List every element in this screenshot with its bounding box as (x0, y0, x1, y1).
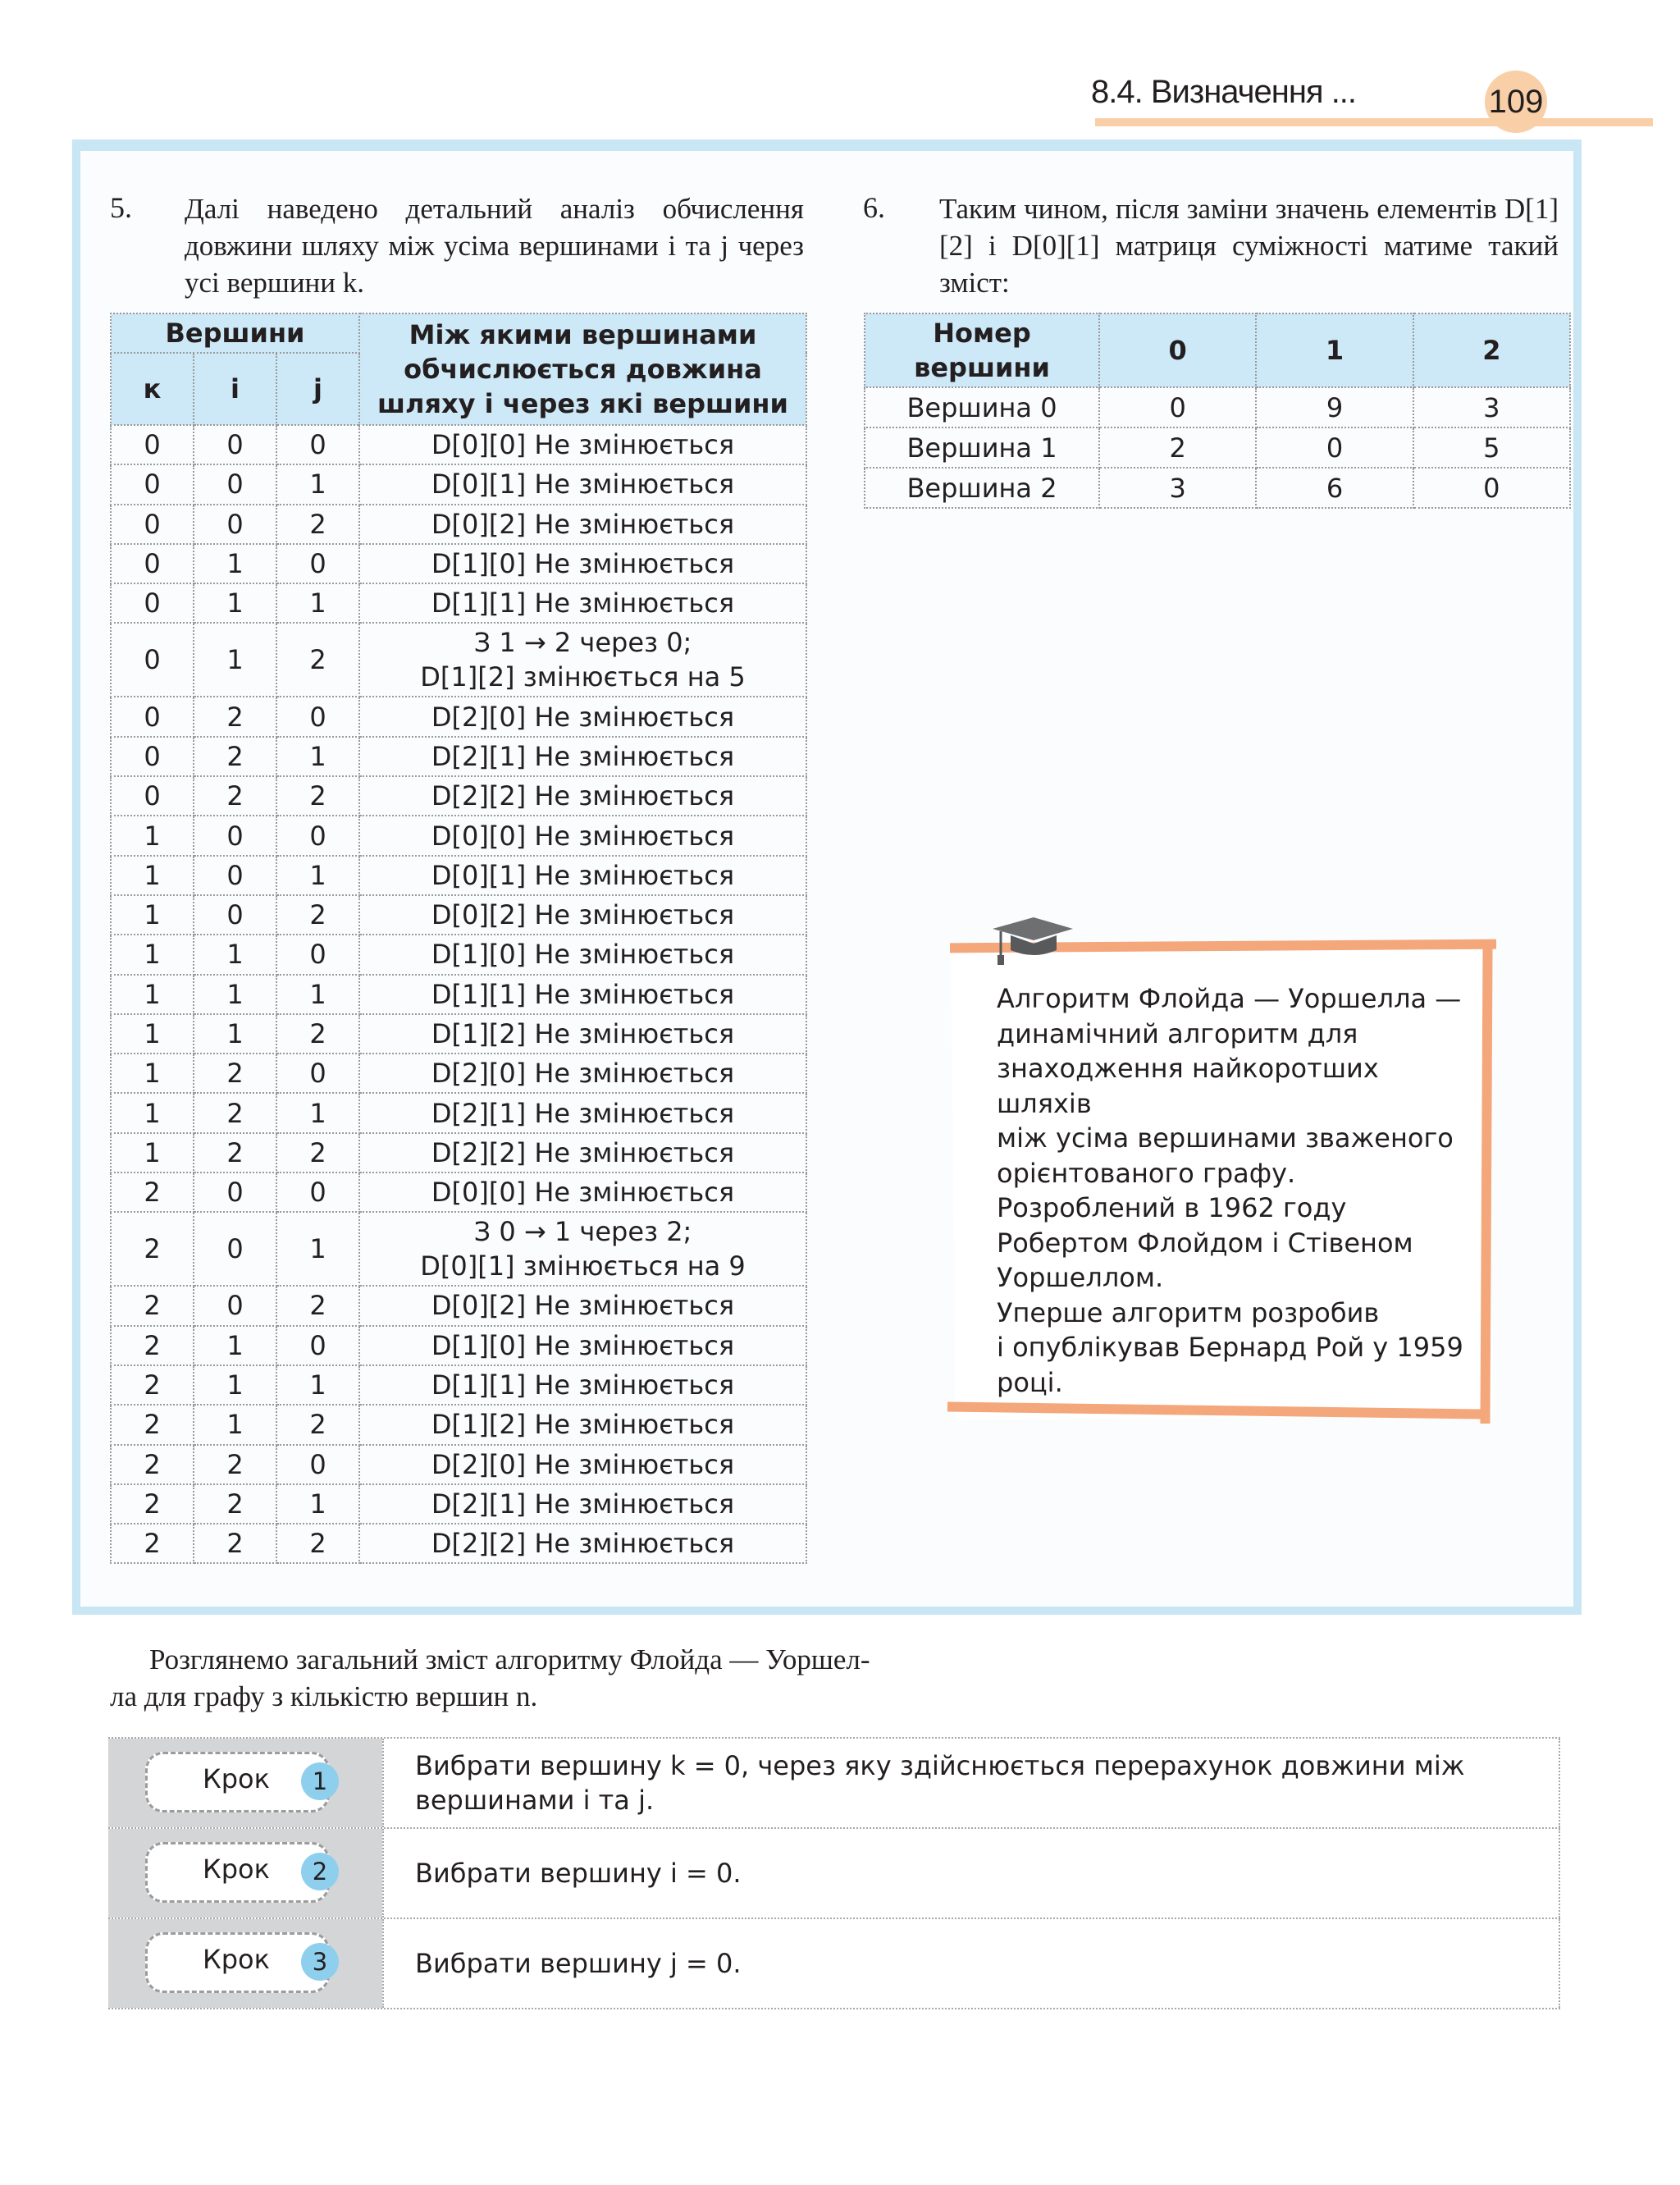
intro-paragraph (110, 1641, 1053, 1715)
j-cell: 1 (276, 1484, 359, 1524)
i-cell: 1 (194, 1326, 276, 1365)
k-cell: 2 (111, 1484, 194, 1524)
table-row (111, 776, 806, 816)
i-cell: 1 (194, 975, 276, 1014)
note-line: і опублікував Бернард Рой у 1959 (997, 1332, 1463, 1363)
k-cell: 2 (111, 1172, 194, 1212)
i-header: і (194, 353, 276, 425)
table-row (111, 1484, 806, 1524)
j-cell: 1 (276, 583, 359, 623)
step-label-cell (108, 1829, 382, 1918)
i-cell: 2 (194, 1524, 276, 1563)
j-cell: 0 (276, 1326, 359, 1365)
description-cell (359, 737, 806, 776)
k-cell: 1 (111, 975, 194, 1014)
table-row (111, 1172, 806, 1212)
k-cell: 0 (111, 425, 194, 464)
task-5-number: 5. (110, 191, 132, 224)
description-cell (359, 1445, 806, 1484)
table-row (111, 1365, 806, 1405)
table-row (111, 1286, 806, 1325)
j-cell: 2 (276, 1014, 359, 1054)
i-cell: 0 (194, 464, 276, 504)
description-cell (359, 816, 806, 855)
step-label: Крок (203, 1763, 270, 1794)
description-line: З 1 → 2 через 0; (473, 627, 692, 659)
k-cell: 2 (111, 1286, 194, 1325)
k-cell: 0 (111, 776, 194, 816)
j-cell: 2 (276, 895, 359, 935)
i-cell: 0 (194, 1212, 276, 1286)
description-line: D[1][2] змінюється на 5 (420, 661, 746, 693)
description-cell (359, 544, 806, 583)
description-line: D[1][0] Не змінюється (431, 939, 735, 971)
matrix-cell: 6 (1256, 468, 1413, 508)
table-row (111, 1014, 806, 1054)
matrix-header-col: 1 (1256, 313, 1413, 387)
description-line: D[0][2] Не змінюється (431, 899, 735, 931)
k-cell: 1 (111, 1133, 194, 1172)
description-cell (359, 935, 806, 974)
description-cell (359, 1326, 806, 1365)
k-cell: 0 (111, 544, 194, 583)
matrix-cell: 0 (1256, 427, 1413, 468)
k-cell: 0 (111, 737, 194, 776)
k-cell: 1 (111, 1093, 194, 1132)
matrix-cell: 0 (1099, 387, 1256, 427)
description-line: D[0][2] Не змінюється (431, 508, 735, 540)
i-cell: 2 (194, 1054, 276, 1093)
description-cell (359, 1014, 806, 1054)
description-line: D[0][1] Не змінюється (431, 859, 735, 891)
k-cell: 1 (111, 856, 194, 895)
matrix-header-vertex: Номер вершини (865, 313, 1099, 387)
description-line: D[1][2] Не змінюється (431, 1409, 735, 1441)
j-cell: 0 (276, 1054, 359, 1093)
j-cell: 0 (276, 425, 359, 464)
description-cell (359, 856, 806, 895)
description-line: D[2][2] Не змінюється (431, 1528, 735, 1560)
description-cell (359, 1286, 806, 1325)
intro-line-1: Розглянемо загальний зміст алгоритму Флойда — Уоршел- (149, 1643, 870, 1675)
i-cell: 1 (194, 623, 276, 697)
k-cell: 1 (111, 935, 194, 974)
k-cell: 1 (111, 1014, 194, 1054)
description-line: D[2][0] Не змінюється (431, 701, 735, 733)
description-line: D[0][1] змінюється на 9 (420, 1250, 746, 1282)
i-cell: 0 (194, 856, 276, 895)
i-cell: 1 (194, 583, 276, 623)
matrix-cell: Вершина 2 (865, 468, 1099, 508)
i-cell: 2 (194, 1484, 276, 1524)
table-row (111, 975, 806, 1014)
step-label-cell (108, 1739, 382, 1827)
description-cell (359, 505, 806, 544)
j-cell: 1 (276, 975, 359, 1014)
description-line: D[0][0] Не змінюється (431, 820, 735, 852)
step-row (108, 1919, 1560, 2009)
k-cell: 0 (111, 464, 194, 504)
table-row (111, 856, 806, 895)
vertices-header: Вершини (111, 313, 359, 353)
description-line: D[1][1] Не змінюється (431, 587, 735, 619)
k-cell: 2 (111, 1212, 194, 1286)
matrix-header-col: 2 (1413, 313, 1570, 387)
table-row (111, 816, 806, 855)
table-row (111, 1212, 806, 1286)
path-analysis-table (110, 313, 807, 1564)
j-cell: 0 (276, 544, 359, 583)
step-label: Крок (203, 1944, 270, 1975)
description-line: D[0][0] Не змінюється (431, 429, 735, 461)
i-cell: 2 (194, 737, 276, 776)
step-description: Вибрати вершину k = 0, через яку здійснюється перерахунок довжини між вершинами і та j. (382, 1739, 1560, 1827)
description-cell (359, 1365, 806, 1405)
description-line: D[2][0] Не змінюється (431, 1058, 735, 1090)
description-cell (359, 975, 806, 1014)
j-cell: 0 (276, 935, 359, 974)
i-cell: 0 (194, 1172, 276, 1212)
table-row (111, 935, 806, 974)
step-number-badge: 1 (301, 1762, 339, 1800)
j-cell: 1 (276, 737, 359, 776)
description-line: D[0][1] Не змінюється (431, 469, 735, 501)
k-cell: 2 (111, 1524, 194, 1563)
i-cell: 2 (194, 1093, 276, 1132)
j-cell: 0 (276, 697, 359, 736)
description-line: D[1][1] Не змінюється (431, 978, 735, 1010)
j-cell: 1 (276, 1212, 359, 1286)
table-row (111, 1054, 806, 1093)
description-line: D[1][1] Не змінюється (431, 1369, 735, 1401)
note-line: році. (997, 1366, 1063, 1398)
table-row (111, 425, 806, 464)
matrix-row (865, 387, 1570, 427)
i-cell: 2 (194, 1445, 276, 1484)
matrix-cell: 3 (1099, 468, 1256, 508)
matrix-row (865, 468, 1570, 508)
header-underline (1095, 118, 1653, 126)
description-line: D[2][1] Не змінюється (431, 740, 735, 772)
k-cell: 2 (111, 1326, 194, 1365)
i-cell: 1 (194, 1365, 276, 1405)
table-row (111, 464, 806, 504)
note-line: орієнтованого графу. (997, 1157, 1296, 1189)
matrix-cell: 3 (1413, 387, 1570, 427)
k-cell: 1 (111, 895, 194, 935)
task-6-text: Таким чином, після заміни значень елементів D[1][2] і D[0][1] матриця суміжності матиме такий зміст: (939, 193, 1559, 299)
task-6-number: 6. (863, 191, 885, 224)
j-cell: 2 (276, 1133, 359, 1172)
section-title: 8.4. Визначення ... (1091, 74, 1357, 110)
description-cell (359, 623, 806, 697)
table-row (111, 1405, 806, 1444)
k-cell: 0 (111, 583, 194, 623)
note-line: знаходження найкоротших шляхів (997, 1053, 1379, 1119)
step-number-badge: 3 (301, 1943, 339, 1981)
description-cell (359, 1524, 806, 1563)
table-row (111, 1445, 806, 1484)
k-cell: 1 (111, 1054, 194, 1093)
table-row (111, 505, 806, 544)
i-cell: 2 (194, 776, 276, 816)
i-cell: 0 (194, 816, 276, 855)
description-cell (359, 1484, 806, 1524)
matrix-cell: 2 (1099, 427, 1256, 468)
table-row (111, 544, 806, 583)
k-cell: 0 (111, 623, 194, 697)
description-cell (359, 697, 806, 736)
task-5-text: Далі наведено детальний аналіз обчислення довжини шляху між усіма вершинами i та j через усі вершини k. (185, 193, 804, 299)
table-row (111, 697, 806, 736)
step-description: Вибрати вершину і = 0. (382, 1829, 1560, 1918)
note-line: Уперше алгоритм розробив (997, 1296, 1380, 1328)
i-cell: 1 (194, 1405, 276, 1444)
description-line: D[2][1] Не змінюється (431, 1097, 735, 1129)
matrix-header-col: 0 (1099, 313, 1256, 387)
description-cell (359, 583, 806, 623)
step-label-cell (108, 1919, 382, 2008)
i-cell: 0 (194, 425, 276, 464)
step-row (108, 1737, 1560, 1829)
table-row (111, 737, 806, 776)
matrix-row (865, 427, 1570, 468)
k-cell: 0 (111, 697, 194, 736)
step-row (108, 1829, 1560, 1919)
k-cell: 0 (111, 505, 194, 544)
description-line: D[2][2] Не змінюється (431, 780, 735, 812)
description-header: Між якими вершинами обчислюється довжина шляху і через які вершини (359, 313, 806, 425)
i-cell: 2 (194, 1133, 276, 1172)
j-cell: 0 (276, 1445, 359, 1484)
description-cell (359, 1405, 806, 1444)
k-header: к (111, 353, 194, 425)
note-line: Робертом Флойдом і Стівеном (997, 1227, 1413, 1259)
description-cell (359, 776, 806, 816)
note-line: динамічний алгоритм для (997, 1017, 1358, 1049)
j-cell: 2 (276, 776, 359, 816)
step-number-badge: 2 (301, 1853, 339, 1890)
i-cell: 0 (194, 505, 276, 544)
j-cell: 1 (276, 464, 359, 504)
j-cell: 0 (276, 816, 359, 855)
j-cell: 1 (276, 1365, 359, 1405)
description-line: D[1][0] Не змінюється (431, 548, 735, 580)
adjacency-matrix-table (864, 313, 1571, 509)
description-cell (359, 1212, 806, 1286)
j-cell: 2 (276, 1286, 359, 1325)
i-cell: 1 (194, 544, 276, 583)
table-row (111, 583, 806, 623)
description-line: D[0][2] Не змінюється (431, 1290, 735, 1322)
note-text (997, 981, 1472, 1400)
description-cell (359, 425, 806, 464)
table-row (111, 895, 806, 935)
j-cell: 2 (276, 1524, 359, 1563)
algorithm-steps (108, 1737, 1560, 2009)
j-cell: 1 (276, 1093, 359, 1132)
j-header: j (276, 353, 359, 425)
k-cell: 1 (111, 816, 194, 855)
description-line: D[2][0] Не змінюється (431, 1448, 735, 1480)
table-row (111, 623, 806, 697)
j-cell: 0 (276, 1172, 359, 1212)
j-cell: 1 (276, 856, 359, 895)
k-cell: 2 (111, 1365, 194, 1405)
step-description: Вибрати вершину j = 0. (382, 1919, 1560, 2008)
matrix-cell: Вершина 1 (865, 427, 1099, 468)
matrix-cell: 0 (1413, 468, 1570, 508)
i-cell: 0 (194, 895, 276, 935)
description-cell (359, 895, 806, 935)
description-line: D[1][0] Не змінюється (431, 1329, 735, 1361)
description-cell (359, 1093, 806, 1132)
description-cell (359, 464, 806, 504)
description-cell (359, 1054, 806, 1093)
matrix-cell: 5 (1413, 427, 1570, 468)
table-row (111, 1326, 806, 1365)
table-row (111, 1524, 806, 1563)
description-line: D[0][0] Не змінюється (431, 1177, 735, 1209)
j-cell: 2 (276, 1405, 359, 1444)
note-line: Уоршеллом. (997, 1262, 1164, 1293)
graduation-cap-icon (986, 911, 1076, 968)
table-row (111, 1133, 806, 1172)
page-number: 109 (1485, 71, 1547, 133)
description-line: З 0 → 1 через 2; (473, 1216, 692, 1248)
matrix-cell: 9 (1256, 387, 1413, 427)
description-line: D[1][2] Не змінюється (431, 1018, 735, 1049)
i-cell: 1 (194, 1014, 276, 1054)
k-cell: 2 (111, 1445, 194, 1484)
table-row (111, 1093, 806, 1132)
k-cell: 2 (111, 1405, 194, 1444)
i-cell: 2 (194, 697, 276, 736)
description-line: D[2][2] Не змінюється (431, 1136, 735, 1168)
note-line: Алгоритм Флойда — Уоршелла — (997, 983, 1462, 1014)
note-line: між усіма вершинами зваженого (997, 1122, 1454, 1154)
note-line: Розроблений в 1962 году (997, 1192, 1347, 1223)
j-cell: 2 (276, 505, 359, 544)
i-cell: 1 (194, 935, 276, 974)
j-cell: 2 (276, 623, 359, 697)
intro-line-2: ла для графу з кількістю вершин n. (110, 1680, 538, 1712)
description-cell (359, 1172, 806, 1212)
description-cell (359, 1133, 806, 1172)
description-line: D[2][1] Не змінюється (431, 1488, 735, 1520)
matrix-cell: Вершина 0 (865, 387, 1099, 427)
i-cell: 0 (194, 1286, 276, 1325)
step-label: Крок (203, 1854, 270, 1885)
